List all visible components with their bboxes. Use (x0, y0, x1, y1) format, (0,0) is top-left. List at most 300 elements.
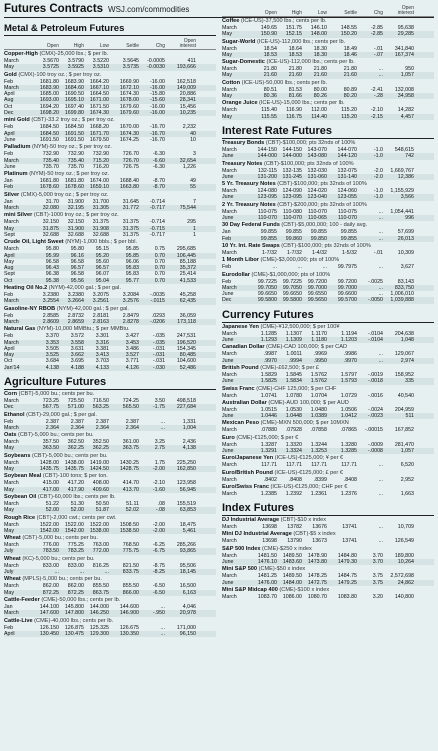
table-cell: May (4, 225, 15, 232)
table-cell: 99.7050 (282, 284, 302, 291)
table-cell: 95.38 (45, 277, 59, 284)
table-cell: March (222, 538, 237, 545)
table-cell: 732.90 (67, 151, 84, 158)
table-cell: March (4, 500, 19, 507)
table-cell: 95.80 (70, 246, 84, 253)
contract-name: Wheat (4, 576, 21, 583)
table-cell: March (4, 562, 19, 569)
table-cell: 2.8479 (122, 312, 139, 319)
contract-title (222, 140, 434, 147)
table-cell: 95.85 (125, 252, 139, 259)
contract-spec: (CBT)-33.2 troy oz.; $ per troy oz. (31, 117, 115, 124)
table-cell: 10,309 (397, 249, 414, 256)
table-cell: .9970 (343, 357, 357, 364)
contract-name: Heating Oil No.2 (4, 285, 48, 292)
contract-name: S&P 500 Index (222, 545, 261, 552)
table-cell: 833,750 (394, 284, 414, 291)
table-cell: 96,150 (179, 630, 196, 637)
table-cell: 155,519 (176, 500, 196, 507)
table-cell: 144-120 (337, 153, 357, 160)
table-cell: 1674.00 (89, 178, 109, 185)
table-cell: -8.70 (152, 184, 165, 191)
table-cell: 1.2392 (285, 490, 302, 497)
table-cell: 1,039,888 (390, 297, 414, 304)
table-cell: 21.80 (343, 66, 357, 73)
contract-title (222, 161, 434, 168)
table-cell: 21.60 (263, 72, 277, 79)
table-cell: 99.855 (285, 229, 302, 236)
table-cell: 1691.50 (64, 136, 84, 143)
table-cell: 21.60 (313, 72, 327, 79)
table-cell: 20,886 (179, 91, 196, 98)
table-cell: -2.15 (370, 113, 383, 120)
table-cell: March (4, 610, 19, 617)
col-head-chg: Chg (155, 43, 165, 49)
table-cell: Feb (4, 292, 14, 299)
table-row (4, 205, 216, 211)
table-cell: March (222, 66, 237, 73)
table-cell: 1.1170 (311, 330, 327, 337)
table-cell: -16.70 (149, 130, 165, 137)
table-cell: ... (160, 603, 165, 610)
table-cell: 18.53 (263, 51, 277, 58)
table-cell: 51.22 (45, 500, 59, 507)
table-cell: 3.2561 (92, 298, 109, 305)
table-row (4, 232, 216, 238)
table-cell: 1663.80 (119, 184, 139, 191)
table-cell: .8399 (313, 476, 327, 483)
table-row (4, 466, 216, 472)
table-cell: 2.8181 (92, 312, 109, 319)
table-cell: 3.2380 (42, 292, 59, 299)
table-cell: 1-5/32 (341, 249, 357, 256)
table-cell: Feb (222, 264, 232, 271)
table-cell: 12,386 (397, 173, 414, 180)
table-cell: 1684.50 (39, 124, 59, 131)
table-cell: -.0024 (367, 406, 383, 413)
table-row (222, 413, 434, 419)
table-cell: 95.77 (125, 277, 139, 284)
table-cell: -.030 (152, 364, 165, 371)
table-cell: 1522.00 (39, 521, 59, 528)
table-cell: 3.525 (45, 352, 59, 359)
table-cell: 783.50 (42, 548, 59, 555)
table-cell: 162,850 (176, 466, 196, 473)
table-cell: 1.1203 (340, 337, 357, 344)
table-cell: 3.5925 (67, 64, 84, 71)
table-row (4, 278, 216, 284)
table-cell: 167,374 (394, 51, 414, 58)
contract-spec: (CME)-$250 x index (262, 545, 312, 552)
table-cell: 1684.50 (64, 124, 84, 131)
table-cell: 99.855 (310, 229, 327, 236)
table-cell: 95.80 (45, 246, 59, 253)
table-cell: 56,945 (179, 486, 196, 493)
table-cell: 28,341 (179, 97, 196, 104)
table-cell: -6.75 (152, 548, 165, 555)
table-cell: 148.00 (310, 31, 327, 38)
table-row (222, 427, 434, 433)
table-cell: 3.301 (95, 333, 109, 340)
table-cell: 1-7/32 (286, 249, 302, 256)
table-cell: 1664.50 (89, 91, 109, 98)
table-cell: 34,958 (397, 93, 414, 100)
table-cell: 117.71 (311, 462, 327, 469)
table-cell: 1667.10 (89, 84, 109, 91)
table-cell: .07880 (260, 427, 277, 434)
table-cell: Jan (222, 229, 231, 236)
table-cell: 95.04 (95, 277, 109, 284)
table-cell: 3.662 (70, 352, 84, 359)
table-cell: 1.2376 (340, 490, 357, 497)
table-cell: -1.0 (373, 146, 383, 153)
table-cell: 96.06 (125, 258, 139, 265)
table-cell: 131-060 (307, 173, 327, 180)
table-cell: -2.00 (152, 466, 165, 473)
table-cell: 816.25 (92, 562, 109, 569)
table-cell: 144-000 (282, 153, 302, 160)
table-cell: 1479.25 (337, 579, 357, 586)
table-cell: 1679.60 (119, 110, 139, 117)
contract-name: Mini DJ Industrial Average (222, 531, 292, 538)
table-row (222, 215, 434, 221)
contract-title (4, 171, 216, 178)
contract-title (222, 470, 434, 477)
table-cell: May (222, 31, 233, 38)
table-cell: May (222, 72, 233, 79)
table-cell: March (222, 573, 237, 580)
table-cell: 1664.20 (89, 78, 109, 85)
contract-spec: (CBT)-5,000 bu.; cents per bu. (32, 452, 108, 459)
table-cell: ... (378, 291, 383, 298)
table-cell: Oct (4, 277, 13, 284)
contract-name: Corn (4, 390, 18, 397)
table-cell: 81.53 (288, 86, 302, 93)
table-cell: 742 (405, 153, 414, 160)
table-row (222, 72, 434, 78)
table-cell: May (4, 527, 15, 534)
table-cell: 6,163 (182, 589, 196, 596)
table-cell: 52,486 (179, 364, 196, 371)
table-cell: 0.70 (154, 277, 165, 284)
table-cell: 1.2361 (310, 490, 327, 497)
table-cell: 4,457 (400, 113, 414, 120)
contract-spec: (CBT)-$100,000; pts 32nds of 100% (263, 160, 354, 167)
contract-name: mini Silver (4, 212, 33, 219)
table-cell: -2.0 (373, 167, 383, 174)
table-cell: 21.80 (313, 66, 327, 73)
table-cell: 173,118 (177, 318, 196, 325)
table-cell: -2.00 (152, 527, 165, 534)
table-cell: 10,709 (397, 524, 414, 531)
contract-title (4, 326, 216, 333)
table-cell: 866.00 (122, 589, 139, 596)
contract-title (4, 117, 216, 124)
contract-name: Mini S&P Midcap 400 (222, 586, 278, 593)
contract-spec: (CME)-$100 x index (279, 586, 330, 593)
table-cell: June (222, 337, 234, 344)
contract-spec: (CMX)-100 troy oz.; $ per troy oz. (18, 71, 102, 78)
table-cell: March (222, 406, 237, 413)
table-cell: 20,978 (179, 610, 196, 617)
contract-name: Swiss Franc (222, 385, 255, 392)
table-cell: 144-150 (282, 146, 302, 153)
table-cell: 96.07 (95, 271, 109, 278)
contract-spec: (CBT)-$100,000; pts 32nds of 100% (277, 181, 367, 188)
table-cell: .8402 (263, 476, 277, 483)
table-cell: -8.25 (152, 569, 165, 576)
table-cell: 80.00 (313, 86, 327, 93)
table-cell: 10,264 (397, 559, 414, 566)
contract-spec: (CME)-AUD 100,000; $ per AUD (268, 399, 349, 406)
table-cell: Feb (4, 624, 14, 631)
table-cell: 732.90 (42, 151, 59, 158)
table-cell: 31.908 (92, 225, 109, 232)
table-cell: March (4, 246, 19, 253)
table-cell: 1693.00 (39, 97, 59, 104)
table-cell: 281,470 (394, 441, 414, 448)
table-cell: 95.56 (70, 277, 84, 284)
table-cell: March (222, 371, 237, 378)
table-cell: 1484.75 (337, 573, 357, 580)
table-cell: 96.57 (95, 265, 109, 272)
col-head-high: High (73, 43, 84, 49)
contract-title (222, 344, 434, 351)
table-cell: 1674.30 (119, 91, 139, 98)
table-row (222, 448, 434, 454)
table-cell: 1691.50 (64, 130, 84, 137)
table-cell: 511 (405, 413, 414, 420)
table-cell: 295 (187, 219, 196, 226)
table-cell: 775.25 (67, 542, 84, 549)
table-cell: 3.413 (95, 352, 109, 359)
table-cell: March (222, 107, 237, 114)
contract-title (222, 455, 434, 462)
table-cell: 3.381 (95, 345, 109, 352)
table-cell: 2.75 (154, 445, 165, 452)
table-cell: -.950 (152, 610, 165, 617)
contract-spec: (CBT)-$10 x index (280, 517, 327, 524)
table-cell: 1489.50 (282, 573, 302, 580)
table-cell: Feb (4, 124, 14, 131)
table-cell: 117.71 (261, 462, 277, 469)
table-cell: 863.75 (92, 589, 109, 596)
contract-title (4, 618, 216, 625)
table-cell: 99.6650 (282, 291, 302, 298)
table-cell: 63,853 (179, 507, 196, 514)
table-cell: 361.00 (122, 439, 139, 446)
table-cell: 1479.30 (337, 559, 357, 566)
table-cell: 772.00 (92, 548, 109, 555)
table-cell: 99.855 (340, 229, 357, 236)
contract-spec: (CBT)-5,000 bu.; cents per bu. (18, 390, 95, 397)
table-cell: 18.53 (288, 51, 302, 58)
table-cell: 126.150 (39, 624, 59, 631)
table-cell: 3.427 (125, 333, 139, 340)
table-cell: -0.717 (149, 205, 165, 212)
contract-spec: (CME)-¥12,500,000; $ per 100¥ (260, 323, 340, 330)
contract-name: Eurodollar (222, 271, 250, 278)
table-cell: 1674.30 (119, 130, 139, 137)
table-cell: 1.3291 (260, 447, 277, 454)
table-cell: 1679.50 (89, 136, 109, 143)
table-cell: 862.00 (42, 583, 59, 590)
table-cell: 1.0446 (260, 413, 277, 420)
table-cell: 13782 (287, 524, 302, 531)
table-row (222, 264, 434, 270)
table-cell: 3.771 (125, 358, 139, 365)
table-cell: 132-115 (257, 167, 277, 174)
table-cell: 2.387 (45, 418, 59, 425)
table-cell: -.0050 (367, 297, 383, 304)
table-cell: 1.0780 (285, 392, 302, 399)
table-cell: 96.58 (70, 271, 84, 278)
contract-spec: (CME)-CAD 100,000; $ per CAD (266, 344, 347, 351)
table-cell: 144.000 (89, 603, 109, 610)
table-cell: 80,485 (179, 352, 196, 359)
table-cell: 80.26 (313, 93, 327, 100)
table-row (4, 590, 216, 596)
col-head-open-interest (165, 39, 196, 49)
table-cell: 99.5650 (307, 297, 327, 304)
page-source: WSJ.com/commodities (108, 5, 190, 14)
contract-title (4, 391, 216, 398)
table-cell: June (222, 559, 234, 566)
table-cell: 99.7000 (307, 284, 327, 291)
table-cell: .9986 (343, 351, 357, 358)
table-cell: 1674.30 (89, 110, 109, 117)
table-cell: ... (378, 524, 383, 531)
col-head-oi-line1: Open (401, 5, 414, 11)
table-cell: 16,500 (179, 583, 196, 590)
table-cell: 4.126 (125, 364, 139, 371)
table-cell: 1,057 (400, 447, 414, 454)
contract-title (222, 386, 434, 393)
table-cell: 1.1307 (285, 330, 302, 337)
table-cell: 3,566 (400, 194, 414, 201)
table-cell: 950 (405, 66, 414, 73)
col-head-chg: Chg (373, 10, 383, 16)
table-row (4, 110, 216, 116)
table-cell: March (222, 524, 237, 531)
table-cell: 1684.50 (39, 130, 59, 137)
table-cell: -.0206 (149, 318, 165, 325)
table-cell: 1671.00 (89, 97, 109, 104)
table-row (222, 594, 434, 600)
table-cell: 21.60 (288, 72, 302, 79)
table-cell: 110-070 (337, 215, 357, 222)
table-cell: 1435.75 (39, 466, 59, 473)
table-row (4, 319, 216, 325)
table-cell: 1.0412 (340, 413, 357, 420)
table-cell: May (4, 445, 15, 452)
table-cell: 1.0448 (285, 413, 302, 420)
table-cell: .07865 (340, 427, 357, 434)
table-cell: 13741 (342, 538, 357, 545)
table-cell: -.0104 (367, 330, 383, 337)
table-cell: 106,445 (176, 252, 196, 259)
table-cell: 2.8609 (42, 318, 59, 325)
col-head-low: Low (317, 10, 327, 16)
contract-title (222, 546, 434, 553)
table-cell: 144-150 (257, 146, 277, 153)
table-cell: ... (378, 357, 383, 364)
table-cell: 1695.10 (64, 97, 84, 104)
table-row (222, 580, 434, 586)
table-cell: 1,054,441 (390, 208, 414, 215)
table-cell: 3.505 (45, 345, 59, 352)
table-cell: May (4, 589, 15, 596)
table-row (4, 137, 216, 143)
table-cell: 1674.25 (119, 136, 139, 143)
table-cell: 1.1194 (341, 330, 357, 337)
table-cell: March (222, 490, 237, 497)
contract-title (4, 239, 216, 246)
contract-title (222, 100, 434, 107)
table-cell: 1538.50 (119, 527, 139, 534)
table-cell: March (222, 330, 237, 337)
section-heading: Currency Futures (222, 309, 434, 323)
right-column (222, 4, 434, 600)
table-cell: -.0025 (367, 278, 383, 285)
contract-title (222, 257, 434, 264)
table-cell: 1476.10 (257, 559, 277, 566)
contract-spec: (NYM)-1,000 bbls.; $ per bbl. (65, 239, 138, 246)
contract-title (222, 222, 434, 229)
table-cell: 5,461 (182, 527, 196, 534)
table-cell: 81.66 (288, 93, 302, 100)
contract-title (4, 306, 216, 313)
table-cell: May (222, 113, 233, 120)
table-cell: 41,533 (179, 277, 196, 284)
table-cell: ... (104, 569, 109, 576)
contract-name: Gold (4, 71, 17, 78)
table-cell: 735.40 (67, 157, 84, 164)
table-cell: 2.387 (70, 418, 84, 425)
table-cell: 31.375 (122, 225, 139, 232)
table-cell: 32.688 (92, 231, 109, 238)
section-heading: Agriculture Futures (4, 376, 216, 390)
contract-spec: (NYM)-50 troy oz.; $ per troy oz. (29, 171, 110, 178)
table-row (4, 528, 216, 534)
table-cell: ... (272, 264, 277, 271)
table-cell: June (222, 447, 234, 454)
table-row (4, 487, 216, 493)
table-cell: 124-020 (307, 188, 327, 195)
contract-title (222, 18, 434, 25)
table-cell: 2,572,698 (390, 573, 414, 580)
table-cell: 3.75 (372, 579, 383, 586)
table-cell: 104,600 (176, 358, 196, 365)
table-cell: -2.41 (370, 86, 383, 93)
contract-name: Rough Rice (4, 514, 36, 521)
table-cell: 0.70 (154, 271, 165, 278)
table-cell: April (4, 91, 15, 98)
contract-spec: (CME)-$50 x index (258, 566, 306, 573)
table-cell: 1.3285 (340, 447, 357, 454)
table-cell: 1.5793 (340, 378, 357, 385)
contract-name: Euro/Japanese Yen (222, 455, 274, 462)
table-cell: June (222, 194, 234, 201)
table-cell: 110-065 (307, 215, 327, 222)
table-row (222, 524, 434, 530)
table-cell: ... (378, 264, 383, 271)
table-cell: 95.85 (125, 246, 139, 253)
table-cell: 413.70 (122, 486, 139, 493)
table-cell: 3.631 (70, 345, 84, 352)
table-cell: 131-245 (282, 173, 302, 180)
table-cell: 96.58 (45, 258, 59, 265)
